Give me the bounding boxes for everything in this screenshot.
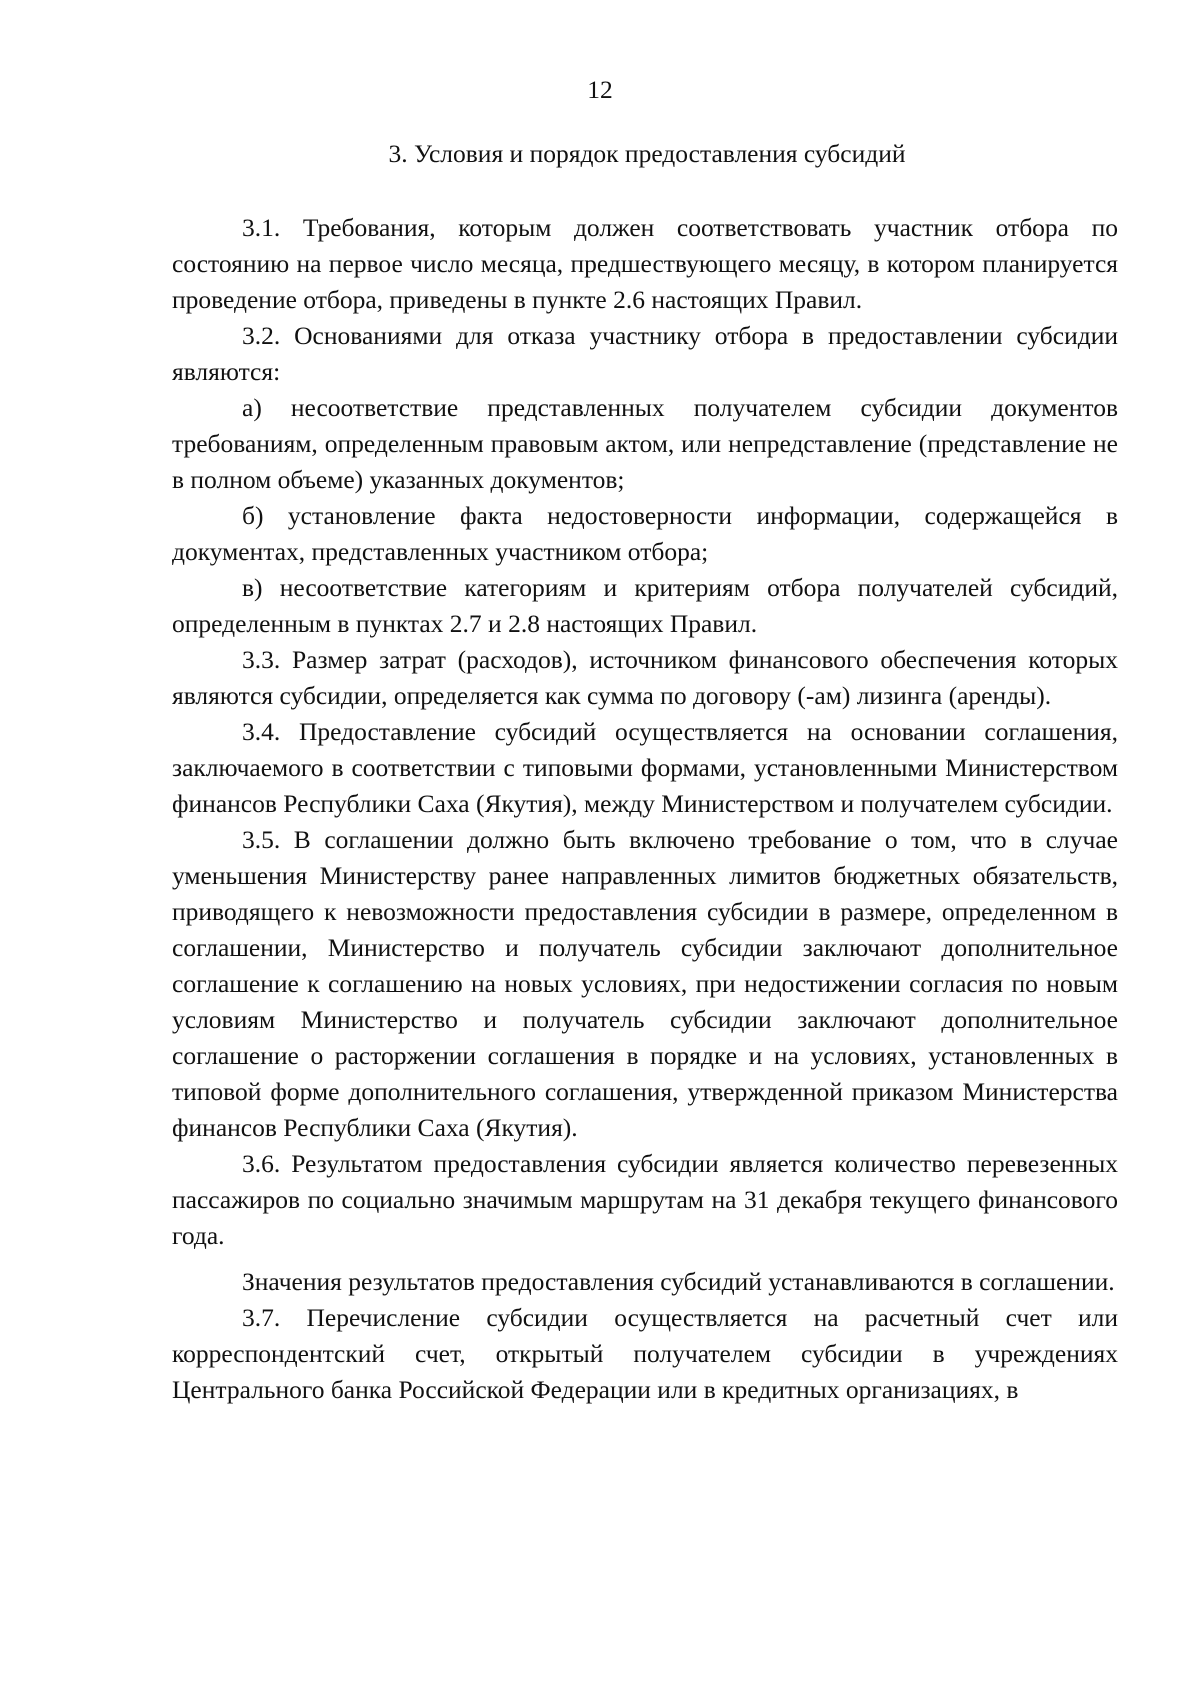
paragraph-3-3: 3.3. Размер затрат (расходов), источником финансового обеспечения которых являются субсидии, определяется как сумма по договору (-ам) лизинга (аренды). <box>172 645 1118 710</box>
paragraph-results-values: Значения результатов предоставления субсидий устанавливаются в соглашении. <box>242 1267 1115 1296</box>
paragraph-3-4: 3.4. Предоставление субсидий осуществляется на основании соглашения, заключаемого в соответствии с типовыми формами, установленными Министерством финансов Республики Саха (Якутия), между Министерством и получателем субсидии. <box>172 717 1118 818</box>
paragraph-3-1: 3.1. Требования, которым должен соответствовать участник отбора по состоянию на первое число месяца, предшествующего месяцу, в котором планируется проведение отбора, приведены в пункте 2.6 настоящих Правил. <box>172 213 1118 314</box>
paragraph-3-6: 3.6. Результатом предоставления субсидии является количество перевезенных пассажиров по социально значимым маршрутам на 31 декабря текущего финансового года. <box>172 1149 1118 1250</box>
page-number: 12 <box>587 75 613 104</box>
list-item-a: а) несоответствие представленных получателем субсидии документов требованиям, определенным правовым актом, или непредставление (представление не в полном объеме) указанных документов; <box>172 393 1118 494</box>
paragraph-3-5: 3.5. В соглашении должно быть включено требование о том, что в случае уменьшения Министерству ранее направленных лимитов бюджетных обязательств, приводящего к невозможности предоставления субсидии в размере, определенном в соглашении, Министерство и получатель субсидии заключают дополнительное соглашение к соглашению на новых условиях, при недостижении согласия по новым условиям Министерство и получатель субсидии заключают дополнительное соглашение о расторжении соглашения в порядке и на условиях, установленных в типовой форме дополнительного соглашения, утвержденной приказом Министерства финансов Республики Саха (Якутия). <box>172 825 1118 1142</box>
list-item-b: б) установление факта недостоверности информации, содержащейся в документах, представленных участником отбора; <box>172 501 1118 566</box>
section-heading: 3. Условия и порядок предоставления субсидий <box>388 139 906 168</box>
paragraph-3-7: 3.7. Перечисление субсидии осуществляется на расчетный счет или корреспондентский счет, открытый получателем субсидии в учреждениях Центрального банка Российской Федерации или в кредитных организациях, в <box>172 1303 1118 1404</box>
section-body <box>172 210 1118 1408</box>
paragraph-3-2: 3.2. Основаниями для отказа участнику отбора в предоставлении субсидии являются: <box>172 321 1118 386</box>
list-item-v: в) несоответствие категориям и критериям отбора получателей субсидий, определенным в пунктах 2.7 и 2.8 настоящих Правил. <box>172 573 1118 638</box>
